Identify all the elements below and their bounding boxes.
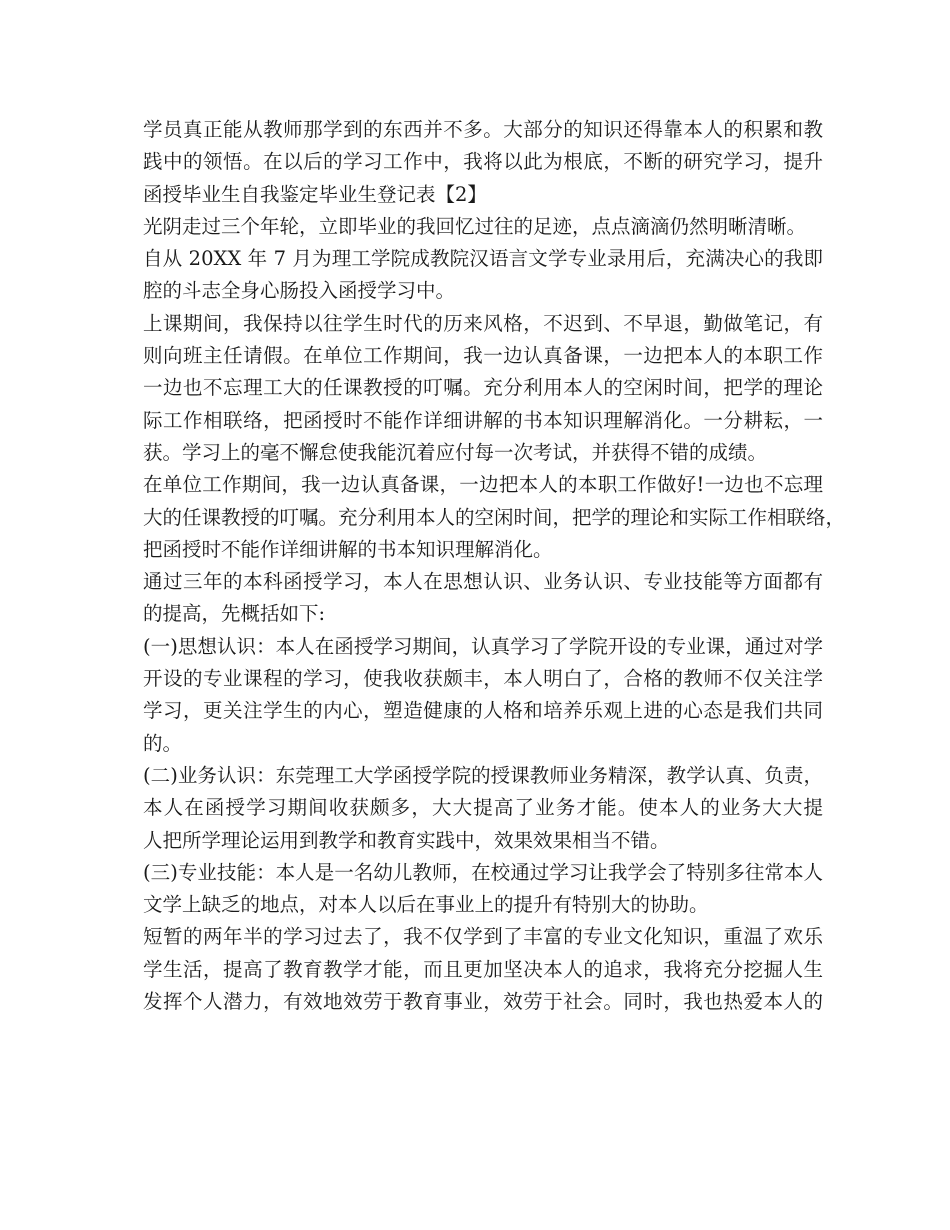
text-line: 腔的斗志全身心肠投入函授学习中。 [143, 279, 456, 303]
text-line: 上课期间，我保持以往学生时代的历来风格，不迟到、不早退，勤做笔记，有 [143, 311, 823, 335]
text-line: 人把所学理论运用到教学和教育实践中，效果效果相当不错。 [143, 828, 670, 852]
text-line: 学习，更关注学生的内心，塑造健康的人格和培养乐观上进的心态是我们共同 [143, 699, 823, 723]
text-line: 发挥个人潜力，有效地效劳于教育事业，效劳于社会。同时，我也热爱本人的 [143, 990, 823, 1014]
text-line: 学生活，提高了教育教学才能，而且更加坚决本人的追求，我将充分挖掘人生 [143, 957, 823, 981]
text-line: 学员真正能从教师那学到的东西并不多。大部分的知识还得靠本人的积累和教 [143, 118, 823, 141]
document-body [143, 114, 846, 1018]
text-line: 自从 20XX 年 7 月为理工学院成教院汉语言文学专业录用后，充满决心的我即 [143, 247, 823, 271]
text-line: 在单位工作期间，我一边认真备课，一边把本人的本职工作做好!一边也不忘理 [143, 473, 823, 497]
text-line: 把函授时不能作详细讲解的书本知识理解消化。 [143, 537, 553, 561]
text-line: 则向班主任请假。在单位工作期间，我一边认真备课，一边把本人的本职工作 [143, 344, 823, 368]
text-line: 通过三年的本科函授学习，本人在思想认识、业务认识、专业技能等方面都有 [143, 570, 823, 594]
text-line: 际工作相联络，把函授时不能作详细讲解的书本知识理解消化。一分耕耘，一 [143, 408, 823, 432]
text-line: 的提高，先概括如下: [143, 602, 326, 626]
text-line: (三)专业技能：本人是一名幼儿教师，在校通过学习让我学会了特别多往常本人 [143, 860, 823, 884]
text-line: 光阴走过三个年轮，立即毕业的我回忆过往的足迹，点点滴滴仍然明晰清晰。 [143, 214, 807, 238]
text-line: 的。 [143, 731, 183, 755]
text-line: 一边也不忘理工大的任课教授的叮嘱。充分利用本人的空闲时间，把学的理论 [143, 376, 823, 400]
text-line: 文学上缺乏的地点，对本人以后在事业上的提升有特别大的协助。 [143, 893, 709, 917]
text-line: 获。学习上的毫不懈怠使我能沉着应付每一次考试，并获得不错的成绩。 [143, 440, 768, 464]
text-line: 短暂的两年半的学习过去了，我不仅学到了丰富的专业文化知识，重温了欢乐 [143, 925, 823, 949]
text-line: 大的任课教授的叮嘱。充分利用本人的空闲时间，把学的理论和实际工作相联络， [143, 505, 846, 529]
text-line: 本人在函授学习期间收获颇多，大大提高了业务才能。使本人的业务大大提 [143, 796, 823, 820]
text-line: 践中的领悟。在以后的学习工作中，我将以此为根底，不断的研究学习，提升 [143, 150, 823, 174]
text-line: (一)思想认识：本人在函授学习期间，认真学习了学院开设的专业课，通过对学 [143, 634, 823, 658]
text-line: (二)业务认识：东莞理工大学函授学院的授课教师业务精深，教学认真、负责， [143, 763, 823, 787]
text-line: 开设的专业课程的学习，使我收获颇丰，本人明白了，合格的教师不仅关注学 [143, 667, 823, 691]
section-heading: 函授毕业生自我鉴定毕业生登记表【2】 [143, 182, 487, 206]
